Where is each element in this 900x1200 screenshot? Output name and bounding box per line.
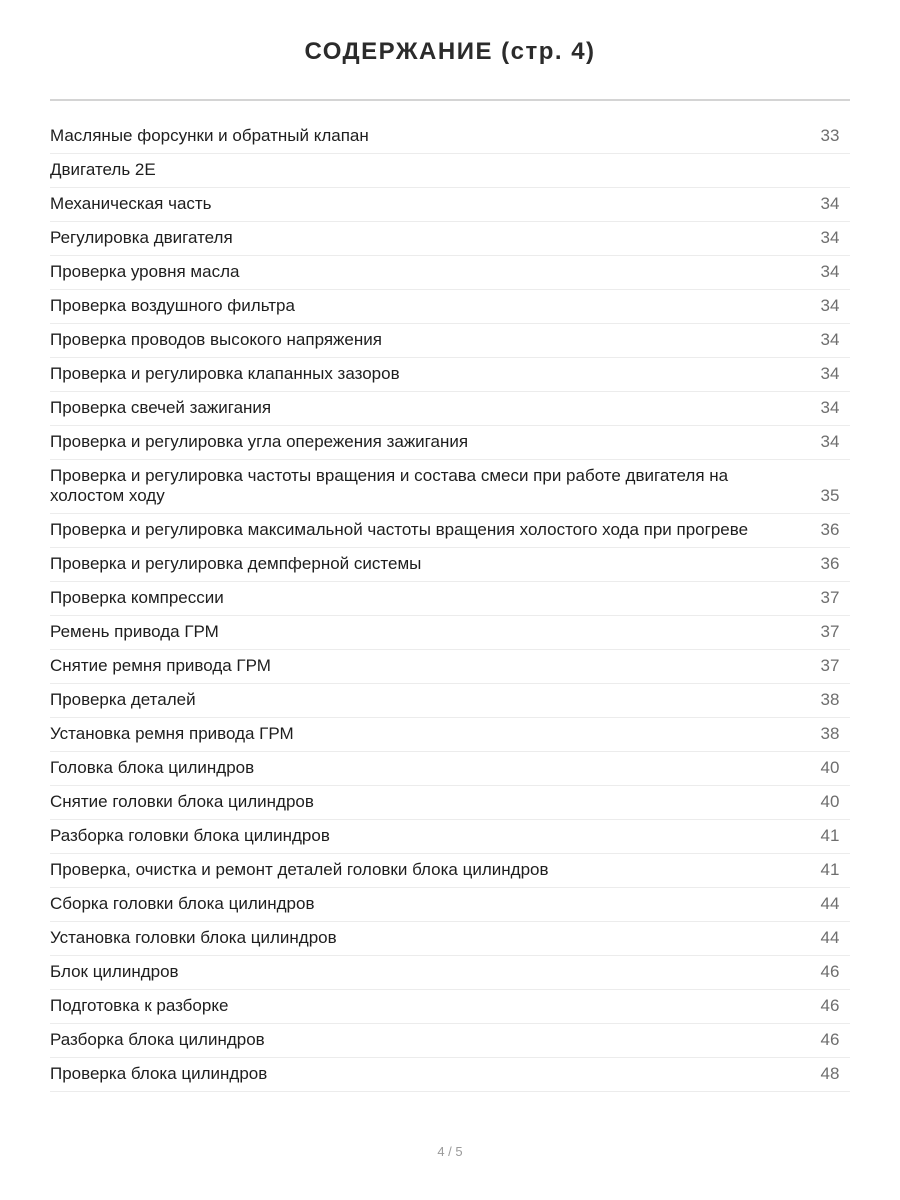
toc-entry-title: Подготовка к разборке [50, 996, 229, 1015]
toc-entry-title: Проверка и регулировка угла опережения зажигания [50, 432, 469, 451]
toc-entry-title: Двигатель 2E [50, 160, 156, 179]
toc-entry-title: Разборка головки блока цилиндров [50, 826, 330, 845]
toc-entry-title: Блок цилиндров [50, 962, 179, 981]
toc-entry[interactable] [50, 1024, 850, 1058]
toc-entry-title: Сборка головки блока цилиндров [50, 894, 315, 913]
toc-entry-title: Установка ремня привода ГРМ [50, 724, 294, 743]
toc-entry-title: Проверка и регулировка максимальной частоты вращения холостого хода при прогреве [50, 520, 749, 539]
toc-entry[interactable] [50, 392, 850, 426]
toc-entry[interactable] [50, 460, 850, 514]
toc-entry-page: 36 [820, 554, 840, 573]
toc-entry-title: Проверка компрессии [50, 588, 224, 607]
toc-entry-page: 37 [820, 656, 840, 675]
toc-entry-title: Масляные форсунки и обратный клапан [50, 126, 369, 145]
toc-entry[interactable] [50, 548, 850, 582]
toc-entry-page: 46 [820, 962, 840, 981]
toc-entry-page: 34 [820, 398, 840, 417]
toc-entry-title: Проверка проводов высокого напряжения [50, 330, 382, 349]
toc-entry-page: 41 [820, 860, 840, 879]
toc-entry[interactable] [50, 922, 850, 956]
toc-entry-title: Проверка и регулировка клапанных зазоров [50, 364, 400, 383]
toc-entry-title: Снятие головки блока цилиндров [50, 792, 314, 811]
toc-entry[interactable] [50, 990, 850, 1024]
toc-entry-page: 36 [820, 520, 840, 539]
toc-entry[interactable] [50, 324, 850, 358]
toc-entry-page: 34 [820, 364, 840, 383]
toc-entry[interactable] [50, 582, 850, 616]
toc-entry[interactable] [50, 956, 850, 990]
toc-entry[interactable] [50, 120, 850, 154]
title-divider [50, 99, 850, 101]
toc-entry[interactable] [50, 888, 850, 922]
toc-entry-title: Снятие ремня привода ГРМ [50, 656, 271, 675]
toc-entry[interactable] [50, 718, 850, 752]
toc-entry[interactable] [50, 188, 850, 222]
page-indicator: 4 / 5 [437, 1144, 463, 1159]
toc-entry-page: 34 [820, 194, 840, 213]
toc-entry-title: Проверка и регулировка демпферной системы [50, 554, 422, 573]
toc-entry-page: 34 [820, 296, 840, 315]
toc-entry-page: 33 [820, 126, 840, 145]
toc-entry-title: Головка блока цилиндров [50, 758, 255, 777]
toc-entry[interactable] [50, 1058, 850, 1092]
toc-entry-title: Проверка деталей [50, 690, 196, 709]
toc-entry-title: Разборка блока цилиндров [50, 1030, 265, 1049]
toc-entry-page: 34 [820, 262, 840, 281]
toc-entry-page: 34 [820, 228, 840, 247]
toc-entry[interactable] [50, 426, 850, 460]
toc-entry-page: 38 [820, 690, 840, 709]
toc-entry[interactable] [50, 616, 850, 650]
toc-entry[interactable] [50, 290, 850, 324]
page-title: СОДЕРЖАНИЕ (стр. 4) [304, 38, 596, 65]
toc-list [50, 120, 850, 1092]
toc-entry[interactable] [50, 222, 850, 256]
toc-entry-title: Ремень привода ГРМ [50, 622, 219, 641]
toc-entry-page: 46 [820, 996, 840, 1015]
toc-entry[interactable] [50, 514, 850, 548]
toc-entry-page: 35 [820, 486, 840, 505]
toc-entry-page: 37 [820, 588, 840, 607]
toc-entry-title: Регулировка двигателя [50, 228, 233, 247]
toc-entry[interactable] [50, 154, 850, 188]
toc-entry-page: 44 [820, 928, 840, 947]
toc-entry-title: Проверка, очистка и ремонт деталей головки блока цилиндров [50, 860, 549, 879]
toc-entry-title: Установка головки блока цилиндров [50, 928, 337, 947]
toc-entry-title: Проверка блока цилиндров [50, 1064, 268, 1083]
toc-entry-page: 34 [820, 330, 840, 349]
toc-entry[interactable] [50, 820, 850, 854]
toc-entry-page: 37 [820, 622, 840, 641]
toc-entry-title: Проверка свечей зажигания [50, 398, 272, 417]
toc-entry-title: Механическая часть [50, 194, 212, 213]
toc-entry-page: 41 [820, 826, 840, 845]
toc-entry-page: 44 [820, 894, 840, 913]
toc-entry-page: 46 [820, 1030, 840, 1049]
toc-entry-title: Проверка и регулировка частоты вращения и состава смеси при работе двигателя на холостом ходу [50, 466, 729, 505]
toc-entry-page: 40 [820, 792, 840, 811]
toc-entry[interactable] [50, 684, 850, 718]
toc-entry-page: 34 [820, 432, 840, 451]
toc-entry-title: Проверка уровня масла [50, 262, 240, 281]
toc-entry-page: 48 [820, 1064, 840, 1083]
toc-entry-title: Проверка воздушного фильтра [50, 296, 295, 315]
toc-entry[interactable] [50, 752, 850, 786]
toc-entry-page: 40 [820, 758, 840, 777]
toc-entry[interactable] [50, 786, 850, 820]
toc-entry[interactable] [50, 256, 850, 290]
toc-entry[interactable] [50, 358, 850, 392]
toc-entry[interactable] [50, 650, 850, 684]
toc-entry[interactable] [50, 854, 850, 888]
toc-entry-page: 38 [820, 724, 840, 743]
